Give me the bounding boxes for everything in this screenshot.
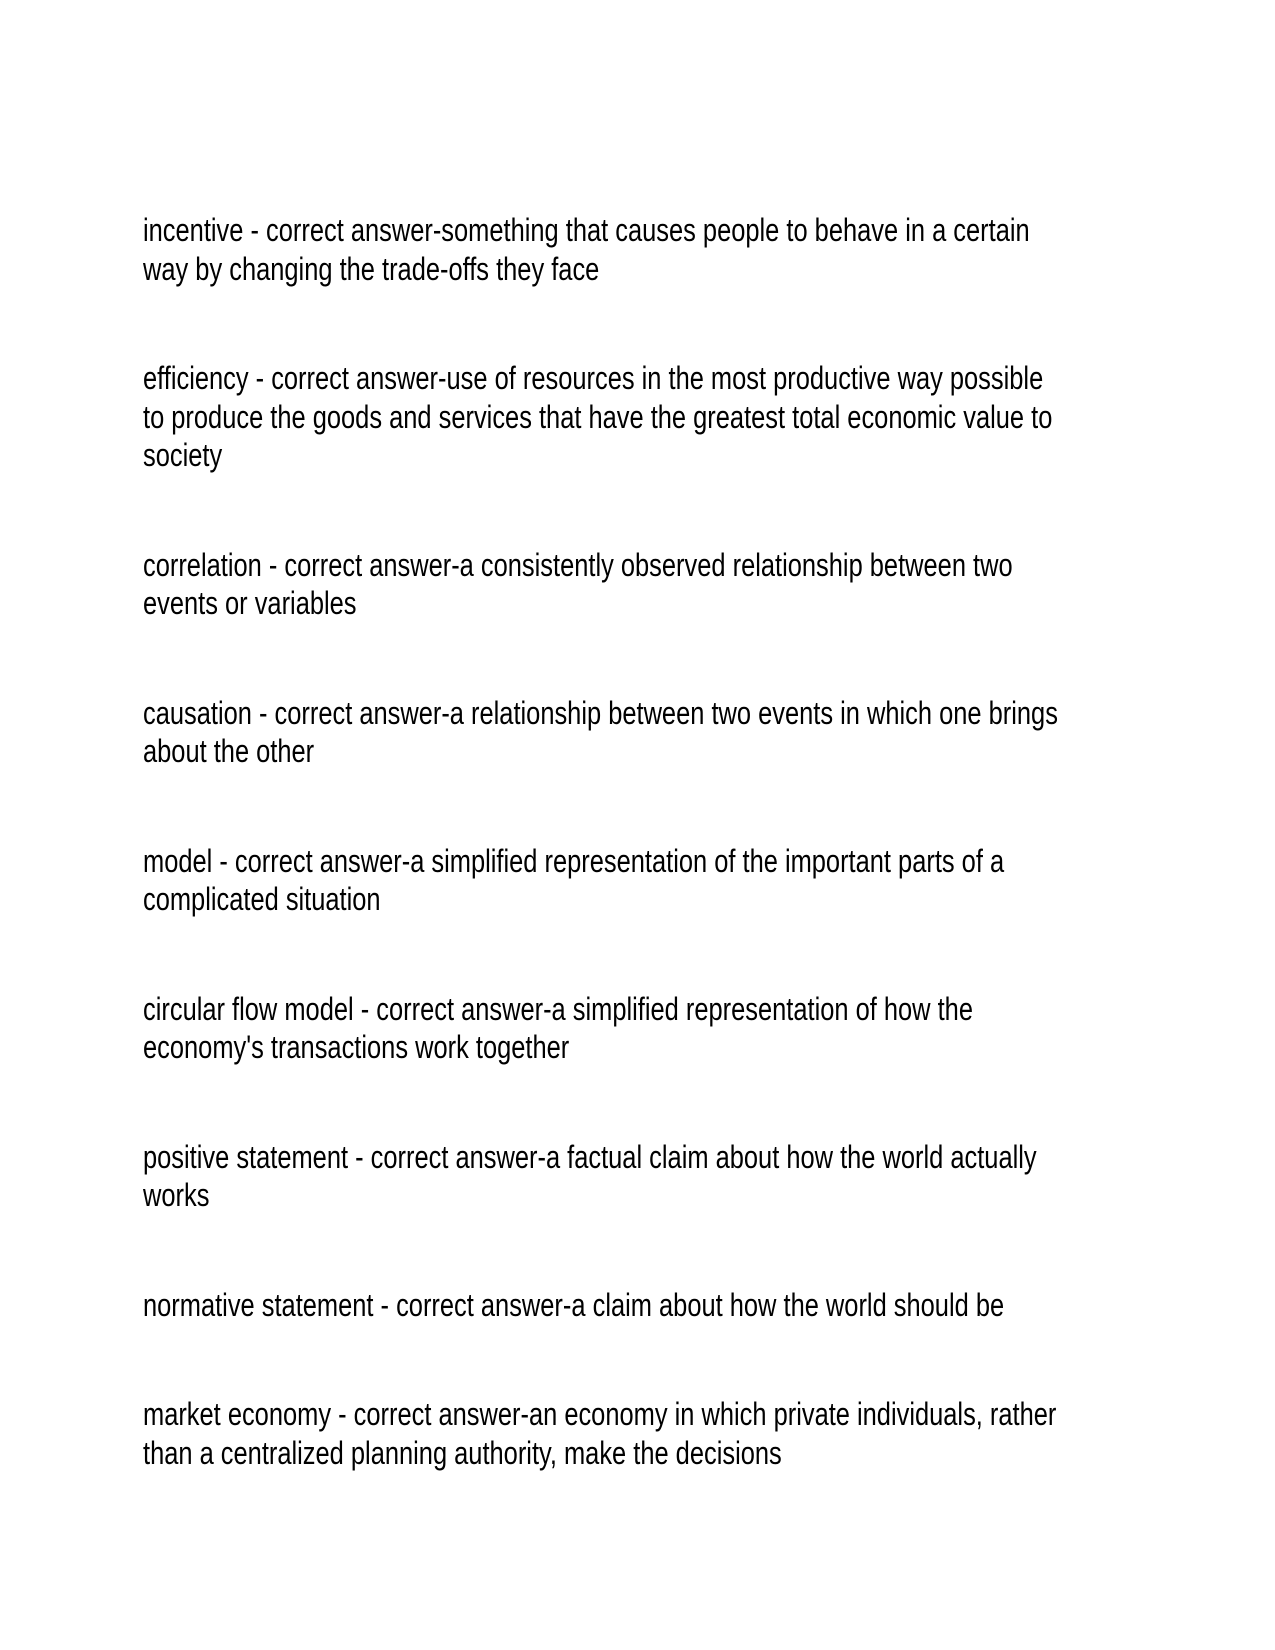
definition-line: correlation - correct answer-a consistently observed relationship between two <box>143 546 1013 583</box>
definition-entry-correlation <box>143 546 1058 623</box>
definition-entry-circular-flow-model <box>143 990 1058 1067</box>
definition-line: events or variables <box>143 585 357 621</box>
definition-line: way by changing the trade-offs they face <box>143 250 600 287</box>
definition-line: positive statement - correct answer-a factual claim about how the world actually <box>143 1138 1037 1175</box>
definition-line: model - correct answer-a simplified representation of the important parts of a <box>143 842 1005 879</box>
definition-entry-normative-statement <box>143 1286 1058 1325</box>
definition-entry-causation <box>143 694 1058 771</box>
definition-entry-incentive <box>143 211 1058 288</box>
definition-line: causation - correct answer-a relationship between two events in which one brings <box>143 694 1058 731</box>
definition-line: society <box>143 437 223 473</box>
definition-line: circular flow model - correct answer-a simplified representation of how the <box>143 990 973 1027</box>
definition-line: normative statement - correct answer-a claim about how the world should be <box>143 1286 1005 1323</box>
definition-line: about the other <box>143 733 315 769</box>
definition-entry-market-economy <box>143 1395 1058 1472</box>
definition-line: incentive - correct answer-something that causes people to behave in a certain <box>143 212 1030 248</box>
definition-line: economy's transactions work together <box>143 1029 570 1065</box>
definition-line: efficiency - correct answer-use of resources in the most productive way possible <box>143 360 1044 396</box>
definition-entry-efficiency <box>143 359 1058 475</box>
definition-entry-model <box>143 842 1058 919</box>
definition-line: works <box>143 1177 210 1213</box>
definition-line: than a centralized planning authority, make the decisions <box>143 1434 782 1471</box>
definition-line: market economy - correct answer-an economy in which private individuals, rather <box>143 1396 1057 1432</box>
definition-line: to produce the goods and services that have the greatest total economic value to <box>143 398 1053 435</box>
definition-line: complicated situation <box>143 881 381 917</box>
definition-entry-positive-statement <box>143 1138 1058 1215</box>
definition-list <box>143 211 1058 1543</box>
